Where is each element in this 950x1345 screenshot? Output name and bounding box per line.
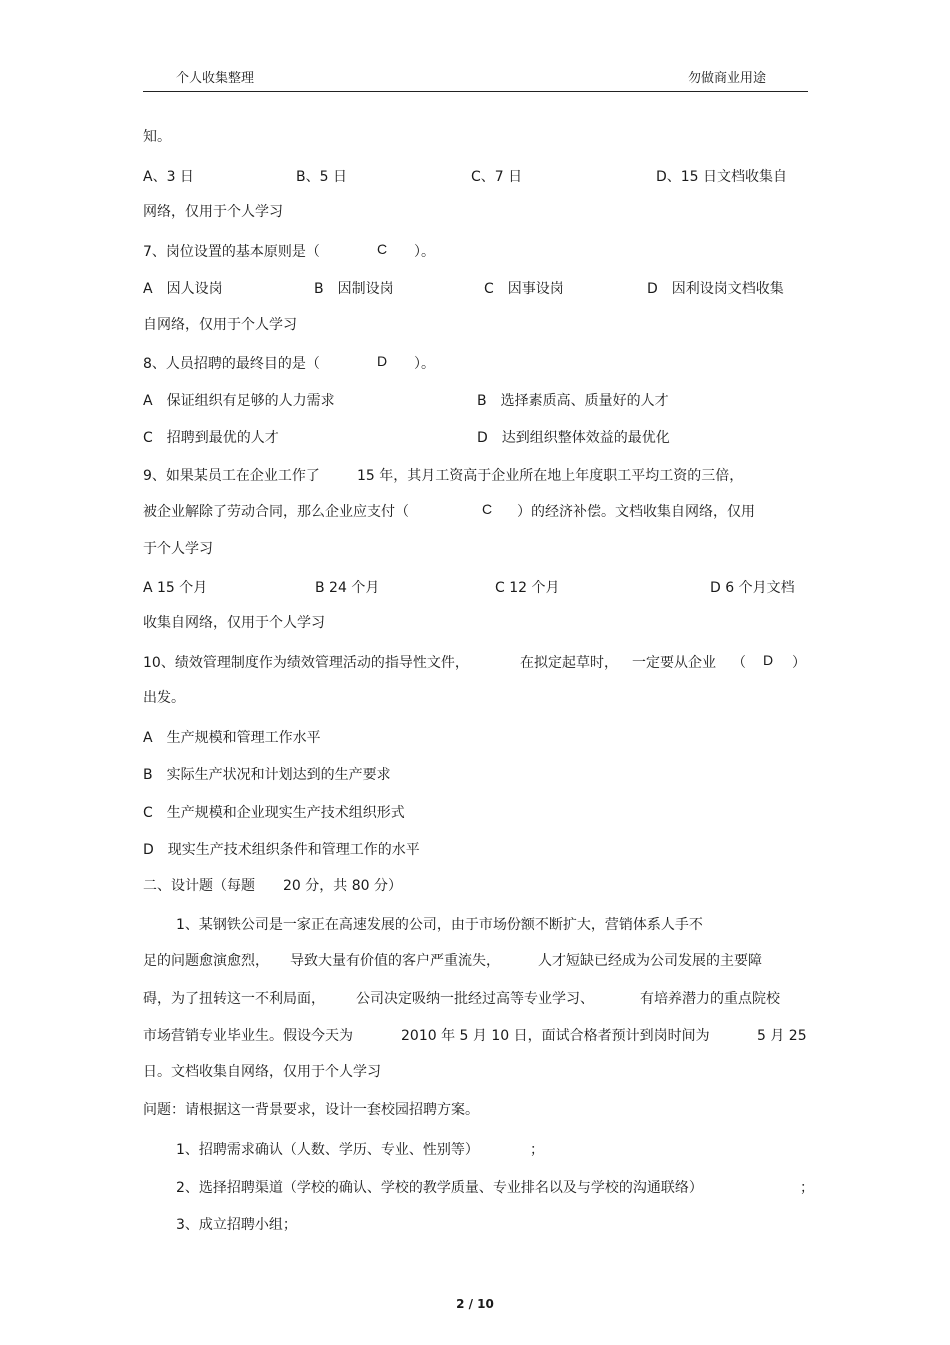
list-item: 1、招聘需求确认（人数、学历、专业、性别等） (176, 1142, 479, 1158)
answer-8: D (377, 353, 388, 369)
paragraph-line: 导致大量有价值的客户严重流失， (290, 953, 500, 969)
text-line: 于个人学习 (143, 541, 213, 557)
option-a: A 生产规模和管理工作水平 (143, 730, 321, 746)
list-item-end: ； (530, 1142, 544, 1158)
option-b: B 因制设岗 (314, 281, 394, 297)
page-number: 2 / 10 (456, 1297, 494, 1311)
option-a: A 因人设岗 (143, 281, 223, 297)
paragraph-line: 2010 年 5 月 10 日，面试合格者预计到岗时间为 (401, 1028, 710, 1044)
question-10-part3: 一定要从企业 (632, 655, 716, 671)
option-a: A 保证组织有足够的人力需求 (143, 393, 335, 409)
text-line: 自网络，仅用于个人学习 (143, 317, 297, 333)
option-d: D 6 个月文档 (710, 580, 795, 596)
list-item: 2、选择招聘渠道（学校的确认、学校的教学质量、专业排名以及与学校的沟通联络） (176, 1180, 703, 1196)
option-b: B 24 个月 (315, 580, 380, 596)
paragraph-line: 市场营销专业毕业生。假设今天为 (143, 1028, 353, 1044)
question-7-end: ）。 (414, 244, 435, 260)
header-right: 勿做商业用途 (688, 71, 767, 86)
section-heading-score: 20 分，共 80 分） (283, 878, 402, 894)
option-d: D、15 日文档收集自 (656, 169, 788, 185)
question-10-paren-close: ） (792, 655, 806, 671)
option-c: C 12 个月 (495, 580, 560, 596)
question-8-end: ）。 (414, 356, 435, 372)
list-item: 3、成立招聘小组； (176, 1217, 297, 1233)
option-d: D 达到组织整体效益的最优化 (477, 430, 670, 446)
option-b: B 实际生产状况和计划达到的生产要求 (143, 767, 391, 783)
text-line: 出发。 (143, 690, 185, 706)
section-heading: 二、设计题（每题 (143, 878, 255, 894)
answer-7: C (377, 241, 388, 257)
text-line: 网络，仅用于个人学习 (143, 204, 283, 220)
header-left: 个人收集整理 (176, 71, 255, 86)
option-d: D 因利设岗文档收集 (647, 281, 784, 297)
question-7: 7、岗位设置的基本原则是（ (143, 244, 320, 260)
question-9-line2-end: ）的经济补偿。文档收集自网络，仅用 (517, 504, 755, 520)
answer-9: C (482, 501, 493, 517)
paragraph-line: 有培养潜力的重点院校 (640, 991, 780, 1007)
option-b: B、5 日 (296, 169, 347, 185)
question-8: 8、人员招聘的最终目的是（ (143, 356, 320, 372)
paragraph-line: 公司决定吸纳一批经过高等专业学习、 (356, 991, 594, 1007)
paragraph-line: 足的问题愈演愈烈， (143, 953, 269, 969)
question-9: 9、如果某员工在企业工作了 (143, 468, 320, 484)
paragraph-line: 碍，为了扭转这一不利局面， (143, 991, 325, 1007)
option-c: C 生产规模和企业现实生产技术组织形式 (143, 805, 405, 821)
option-c: C 招聘到最优的人才 (143, 430, 279, 446)
list-item-end: ； (800, 1180, 814, 1196)
text-line: 知。 (143, 129, 171, 145)
paragraph-line: 1、某钢铁公司是一家正在高速发展的公司，由于市场份额不断扩大，营销体系人手不 (176, 917, 703, 933)
option-a: A、3 日 (143, 169, 194, 185)
paragraph-line: 5 月 25 (757, 1028, 807, 1044)
paragraph-line: 日。文档收集自网络，仅用于个人学习 (143, 1064, 381, 1080)
option-b: B 选择素质高、质量好的人才 (477, 393, 669, 409)
option-a: A 15 个月 (143, 580, 208, 596)
question-10: 10、绩效管理制度作为绩效管理活动的指导性文件， (143, 655, 469, 671)
question-9-cont: 15 年，其月工资高于企业所在地上年度职工平均工资的三倍， (357, 468, 744, 484)
answer-10: D (763, 652, 774, 668)
option-d: D 现实生产技术组织条件和管理工作的水平 (143, 842, 420, 858)
text-line: 收集自网络，仅用于个人学习 (143, 615, 325, 631)
question-10-paren-open: （ (732, 655, 746, 671)
question-10-part2: 在拟定起草时， (520, 655, 618, 671)
option-c: C 因事设岗 (484, 281, 564, 297)
question-prompt: 问题：请根据这一背景要求，设计一套校园招聘方案。 (143, 1102, 479, 1118)
header-rule (143, 91, 808, 92)
question-9-line2: 被企业解除了劳动合同，那么企业应支付（ (143, 504, 409, 520)
option-c: C、7 日 (471, 169, 523, 185)
paragraph-line: 人才短缺已经成为公司发展的主要障 (538, 953, 762, 969)
